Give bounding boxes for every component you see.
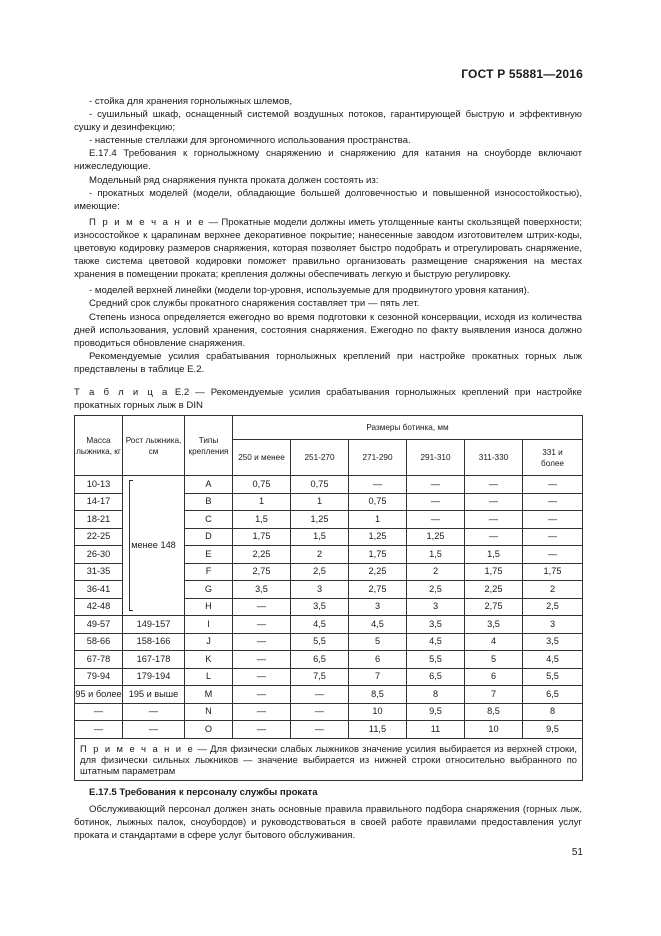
cell-force-value: 1,25 [291,511,349,529]
cell-force-value: 6,5 [291,651,349,669]
table-row [75,686,583,704]
header-boot-size: 271-290 [349,440,407,476]
binding-force-table [74,415,583,781]
cell-force-value: 5,5 [291,633,349,651]
cell-force-value: — [233,633,291,651]
cell-force-value: — [523,528,583,546]
cell-binding-type: D [185,528,233,546]
cell-binding-type: L [185,668,233,686]
cell-mass: 31-35 [75,563,123,581]
cell-mass: 14-17 [75,493,123,511]
cell-force-value: 4,5 [523,651,583,669]
cell-force-value: — [465,476,523,494]
table-row [75,633,583,651]
cell-force-value: 3 [523,616,583,634]
cell-force-value: — [465,528,523,546]
header-types: Типы крепления [185,416,233,476]
cell-binding-type: E [185,546,233,564]
header-mass: Масса лыжника, кг [75,416,123,476]
header-boot-size: 291-310 [407,440,465,476]
cell-force-value: 0,75 [291,476,349,494]
model-range-paragraph: Модельный ряд снаряжения пункта проката должен состоять из: [89,174,379,186]
cell-height: 195 и выше [123,686,185,704]
cell-force-value: 4 [465,633,523,651]
cell-force-value: — [407,476,465,494]
cell-force-value: 7 [465,686,523,704]
rental-models-item: - прокатных моделей (модели, обладающие большей долговечностью и повышенной износостойкостью), имеющие: [74,187,582,212]
cell-mass: 79-94 [75,668,123,686]
list-item: - настенные стеллажи для эргономичного использования пространства. [89,135,411,147]
header-boot-size: 331 и более [523,440,583,476]
top-models-item: - моделей верхней линейки (модели top-уровня, используемые для продвинутого уровня катания). [89,285,530,297]
page-number: 51 [571,847,583,858]
cell-binding-type: M [185,686,233,704]
table-caption-text: Е.2 — Рекомендуемые усилия срабатывания горнолыжных креплений при настройке прокатных горных лыж в DIN [74,387,582,411]
cell-force-value: 6,5 [523,686,583,704]
cell-binding-type: N [185,703,233,721]
clause-e174: Е.17.4 Требования к горнолыжному снаряжению и снаряжению для катания на сноуборде включают нижеследующие. [74,148,582,173]
table-caption-label: Т а б л и ц а [74,387,169,398]
cell-height: — [123,703,185,721]
document-header: ГОСТ Р 55881—2016 [461,67,583,81]
cell-mass: — [75,703,123,721]
cell-force-value: 5 [465,651,523,669]
cell-force-value: — [523,511,583,529]
section-e175 [74,786,582,842]
cell-force-value: — [407,493,465,511]
section-text: Обслуживающий персонал должен знать основные правила правильного подбора снаряжения (горных лыж, ботинок, лыжных палок, сноубордов) и руководствоваться в своей работе правилами предоставления услуг проката и стандартами в сфере услуг бытового обслуживания. [74,804,582,842]
cell-force-value: 2,75 [465,598,523,616]
cell-mass: 58-66 [75,633,123,651]
cell-force-value: — [291,686,349,704]
cell-height: 167-178 [123,651,185,669]
cell-binding-type: I [185,616,233,634]
cell-force-value: 1,25 [349,528,407,546]
cell-binding-type: B [185,493,233,511]
cell-force-value: 8 [523,703,583,721]
cell-force-value: 1,75 [349,546,407,564]
cell-force-value: 10 [349,703,407,721]
cell-force-value: 2 [523,581,583,599]
cell-height: 158-166 [123,633,185,651]
cell-force-value: 1,75 [233,528,291,546]
cell-force-value: 2 [407,563,465,581]
cell-mass: 36-41 [75,581,123,599]
cell-force-value: 3,5 [465,616,523,634]
cell-force-value: 5,5 [407,651,465,669]
cell-mass: 18-21 [75,511,123,529]
recommended-paragraph: Рекомендуемые усилия срабатывания горнолыжных креплений при настройке прокатных горных лыж представлены в таблице Е.2. [74,350,582,375]
cell-height: 149-157 [123,616,185,634]
header-boot-size: 250 и менее [233,440,291,476]
cell-height: 179-194 [123,668,185,686]
header-boot-sizes: Размеры ботинка, мм [233,416,583,440]
cell-force-value: 5,5 [523,668,583,686]
cell-force-value: 1,25 [407,528,465,546]
cell-mass: 95 и более [75,686,123,704]
cell-force-value: 3 [291,581,349,599]
cell-force-value: — [523,476,583,494]
table-row [75,721,583,739]
brace-bracket [129,480,133,611]
cell-force-value: 6 [349,651,407,669]
cell-force-value: 11,5 [349,721,407,739]
body-text [74,95,582,376]
cell-mass: 42-48 [75,598,123,616]
cell-force-value: 4,5 [291,616,349,634]
cell-force-value: — [233,668,291,686]
cell-force-value: 6 [465,668,523,686]
cell-force-value: 3,5 [523,633,583,651]
cell-force-value: 2,25 [349,563,407,581]
cell-force-value: 6,5 [407,668,465,686]
cell-binding-type: H [185,598,233,616]
cell-force-value: — [465,511,523,529]
cell-force-value: — [349,476,407,494]
table-row [75,703,583,721]
cell-force-value: 2,25 [465,581,523,599]
cell-force-value: 3 [349,598,407,616]
cell-mass: 49-57 [75,616,123,634]
cell-binding-type: C [185,511,233,529]
cell-force-value: 1,75 [523,563,583,581]
list-item: - сушильный шкаф, оснащенный системой воздушных потоков, гарантирующей быструю и эффективную сушку и дезинфекцию; [74,109,582,134]
note-label: П р и м е ч а н и е [89,216,206,228]
cell-force-value: — [291,703,349,721]
cell-force-value: 0,75 [349,493,407,511]
table-row [75,651,583,669]
cell-force-value: 9,5 [407,703,465,721]
cell-force-value: 2,75 [233,563,291,581]
cell-mass: 22-25 [75,528,123,546]
cell-force-value: — [465,493,523,511]
cell-force-value: 3 [407,598,465,616]
note-paragraph [74,216,582,281]
header-boot-size: 311-330 [465,440,523,476]
cell-force-value: 1,75 [465,563,523,581]
table-row [75,668,583,686]
service-life-paragraph: Средний срок службы прокатного снаряжения составляет три — пять лет. [89,298,420,310]
table-note-text: — Для физически слабых лыжников значение усилия выбирается из верхней строки, для физически сильных лыжников — значение выбирается из нижней строки относительно выбранного по штатным параметрам [80,742,577,776]
cell-mass: 10-13 [75,476,123,494]
cell-force-value: 4,5 [349,616,407,634]
cell-force-value: 1 [291,493,349,511]
cell-force-value: 1,5 [407,546,465,564]
cell-binding-type: F [185,563,233,581]
cell-force-value: 3,5 [233,581,291,599]
cell-mass: 67-78 [75,651,123,669]
cell-force-value: 7 [349,668,407,686]
cell-force-value: — [233,703,291,721]
cell-force-value: 11 [407,721,465,739]
cell-height-group [123,476,185,616]
note-text: — Прокатные модели должны иметь утолщенные канты скользящей поверхности; износостойкое к царапинам верхнее декоративное покрытие; нанесенные заводом изготовителем штрих-коды, цветовую кодировку размеров снаряжения, которая позволяет быстро подобрать и отрегулировать снаряжение, также система цветовой кодировки поможет правильно организовать размещение снаряжения на местах хранения в помещении проката; крепления должны обеспечивать легкую и быструю регулировку. [74,216,582,281]
table-note-label: П р и м е ч а н и е [80,742,195,754]
cell-force-value: 8,5 [349,686,407,704]
cell-force-value: — [523,493,583,511]
cell-force-value: 3,5 [407,616,465,634]
cell-force-value: 1 [233,493,291,511]
table-caption [74,387,582,412]
cell-force-value: — [233,686,291,704]
cell-force-value: 4,5 [407,633,465,651]
cell-force-value: 8,5 [465,703,523,721]
cell-force-value: 2,25 [233,546,291,564]
header-boot-size: 251-270 [291,440,349,476]
table-row [75,616,583,634]
cell-force-value: 2,5 [291,563,349,581]
cell-binding-type: O [185,721,233,739]
table-row [75,476,583,494]
cell-binding-type: J [185,633,233,651]
cell-force-value: — [233,616,291,634]
cell-force-value: 1,5 [291,528,349,546]
wear-paragraph: Степень износа определяется ежегодно во время подготовки к сезонной консервации, исходя из количества дней использования, условий хранения, состояния снаряжения. Ежегодно по факту выявления износа должно проводиться обновление снаряжения. [74,311,582,349]
brace-label: менее 148 [131,540,176,550]
cell-force-value: 10 [465,721,523,739]
cell-force-value: — [233,598,291,616]
table-body [75,476,583,739]
cell-force-value: — [407,511,465,529]
cell-force-value: — [233,721,291,739]
cell-binding-type: G [185,581,233,599]
cell-binding-type: A [185,476,233,494]
cell-force-value: 2,75 [349,581,407,599]
cell-force-value: 9,5 [523,721,583,739]
cell-force-value: 3,5 [291,598,349,616]
cell-binding-type: K [185,651,233,669]
cell-force-value: — [523,546,583,564]
cell-mass: 26-30 [75,546,123,564]
cell-force-value: 0,75 [233,476,291,494]
cell-force-value: — [233,651,291,669]
table-note [75,738,583,780]
cell-force-value: — [291,721,349,739]
cell-force-value: 1 [349,511,407,529]
list-item: - стойка для хранения горнолыжных шлемов, [89,96,292,107]
cell-force-value: 1,5 [465,546,523,564]
section-title: Е.17.5 Требования к персоналу службы проката [89,787,318,798]
cell-force-value: 5 [349,633,407,651]
header-height: Рост лыжника, см [123,416,185,476]
cell-force-value: 2,5 [523,598,583,616]
cell-force-value: 8 [407,686,465,704]
cell-height: — [123,721,185,739]
cell-force-value: 7,5 [291,668,349,686]
cell-force-value: 1,5 [233,511,291,529]
cell-mass: — [75,721,123,739]
cell-force-value: 2,5 [407,581,465,599]
cell-force-value: 2 [291,546,349,564]
